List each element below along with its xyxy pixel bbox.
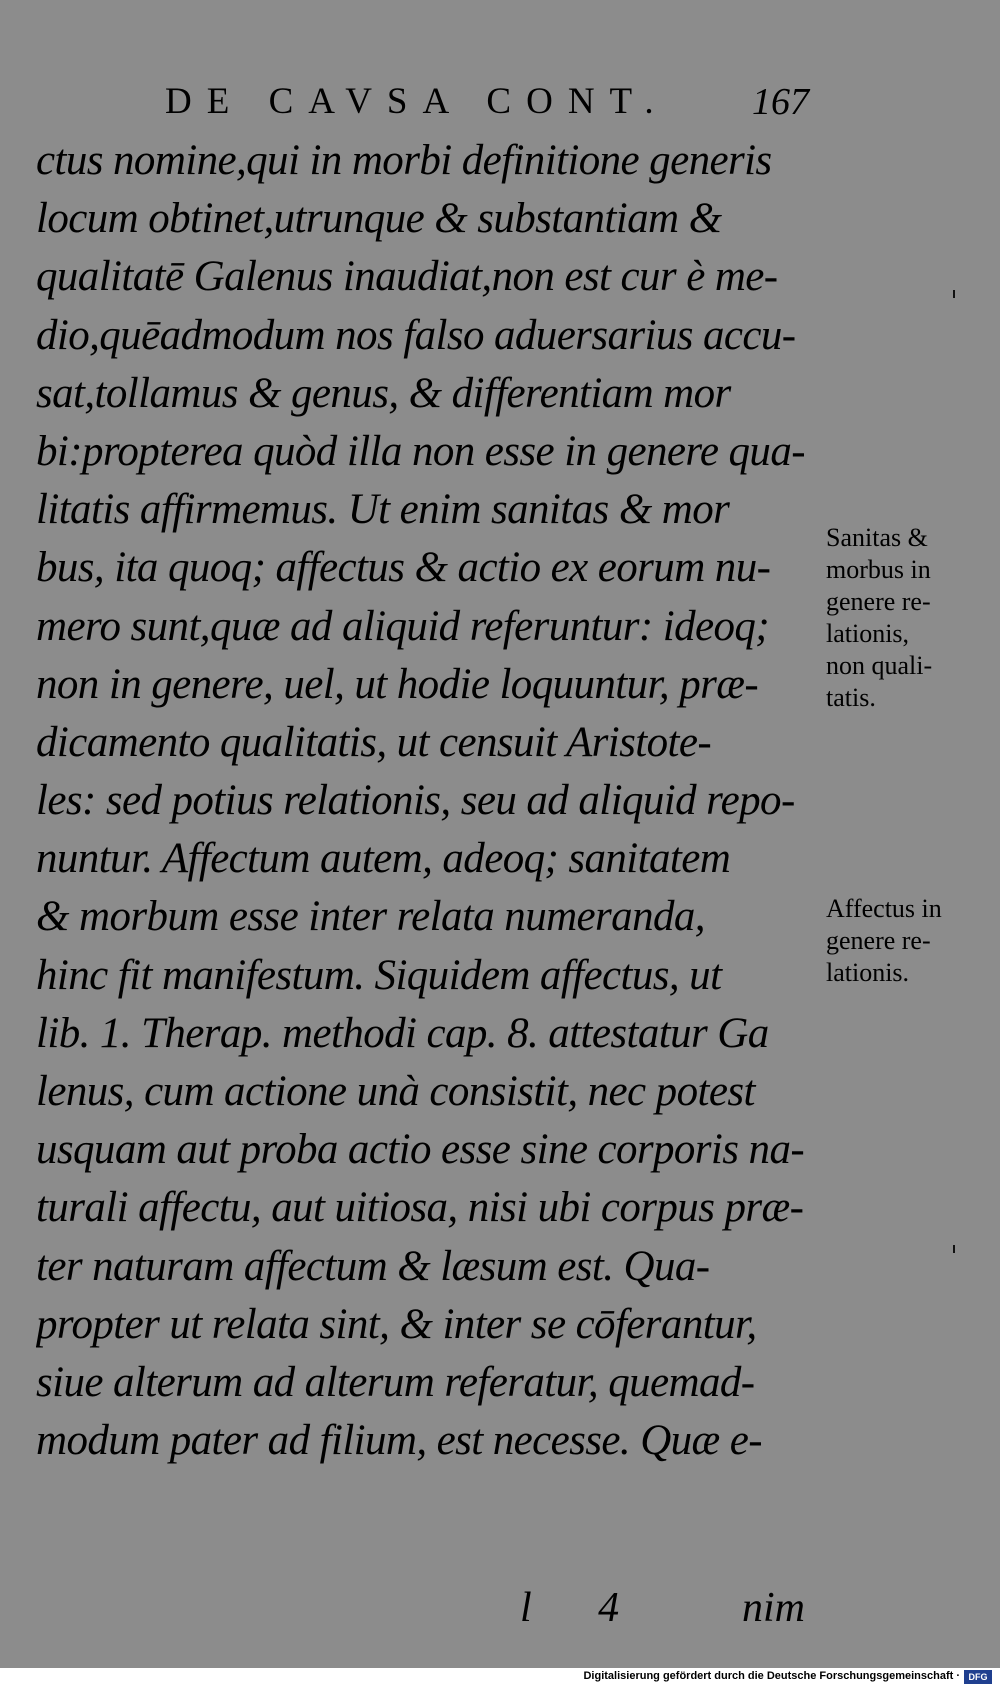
text-line: hinc fit manifestum. Siquidem affectus, ut [36,951,722,999]
text-line: locum obtinet,utrunque & substantiam & [36,195,722,243]
text-line: usquam aut proba actio esse sine corporis na- [36,1126,805,1174]
margin-note-line: lationis, [826,619,910,648]
text-line: & morbum esse inter relata numeranda, [36,893,705,941]
text-line: qualitatē Galenus inaudiat,non est cur è me- [36,253,778,301]
text-line: litatis affirmemus. Ut enim sanitas & mor [36,486,730,534]
digitization-footer [0,1668,1000,1687]
text-line: bi:propterea quòd illa non esse in genere qua- [36,427,805,475]
text-line: mero sunt,quæ ad aliquid referuntur: ideoq; [36,602,770,650]
margin-note-affectus [826,893,996,989]
text-line: dio,quēadmodum nos falso aduersarius accu- [36,311,796,359]
margin-note-line: genere re- [826,587,931,616]
running-head: DE CAVSA CONT. [165,81,669,122]
main-text-block [36,132,826,1470]
scan-speck [953,1245,955,1253]
margin-note-line: lationis. [826,958,910,987]
margin-note-line: Affectus in [826,894,942,923]
text-line: ter naturam affectum & læsum est. Qua- [36,1242,710,1290]
text-line: propter ut relata sint, & inter se cōferantur, [36,1300,757,1348]
margin-note-line: morbus in [826,555,931,584]
text-line: ctus nomine,qui in morbi definitione generis [36,137,772,184]
dfg-logo-icon: DFG [964,1670,992,1684]
text-line: siue alterum ad alterum referatur, quemad- [36,1358,755,1406]
scan-speck [953,290,955,298]
margin-note-sanitas [826,522,996,714]
text-line: lenus, cum actione unà consistit, nec potest [36,1068,755,1115]
text-line: lib. 1. Therap. methodi cap. 8. attestatur Ga [36,1009,769,1057]
text-line: bus, ita quoq; affectus & actio ex eorum nu- [36,544,771,592]
margin-note-line: genere re- [826,926,931,955]
signature-mark: l 4 [520,1585,648,1631]
digitization-credit: Digitalisierung gefördert durch die Deutsche Forschungsgemeinschaft · [583,1670,960,1682]
margin-note-line: non quali- [826,651,933,680]
text-line: sat,tollamus & genus, & differentiam mor [36,369,731,417]
text-line: les: sed potius relationis, seu ad aliquid repo- [36,777,795,825]
catchword: nim [742,1585,805,1631]
text-line: dicamento qualitatis, ut censuit Aristote- [36,718,712,766]
text-line: non in genere, uel, ut hodie loquuntur, præ- [36,660,759,708]
text-line: modum pater ad filium, est necesse. Quæ e- [36,1417,762,1465]
text-line: turali affectu, aut uitiosa, nisi ubi corpus præ- [36,1184,804,1232]
margin-note-line: tatis. [826,683,876,712]
text-line: nuntur. Affectum autem, adeoq; sanitatem [36,835,731,883]
page-number: 167 [752,81,809,123]
margin-note-line: Sanitas & [826,523,928,552]
